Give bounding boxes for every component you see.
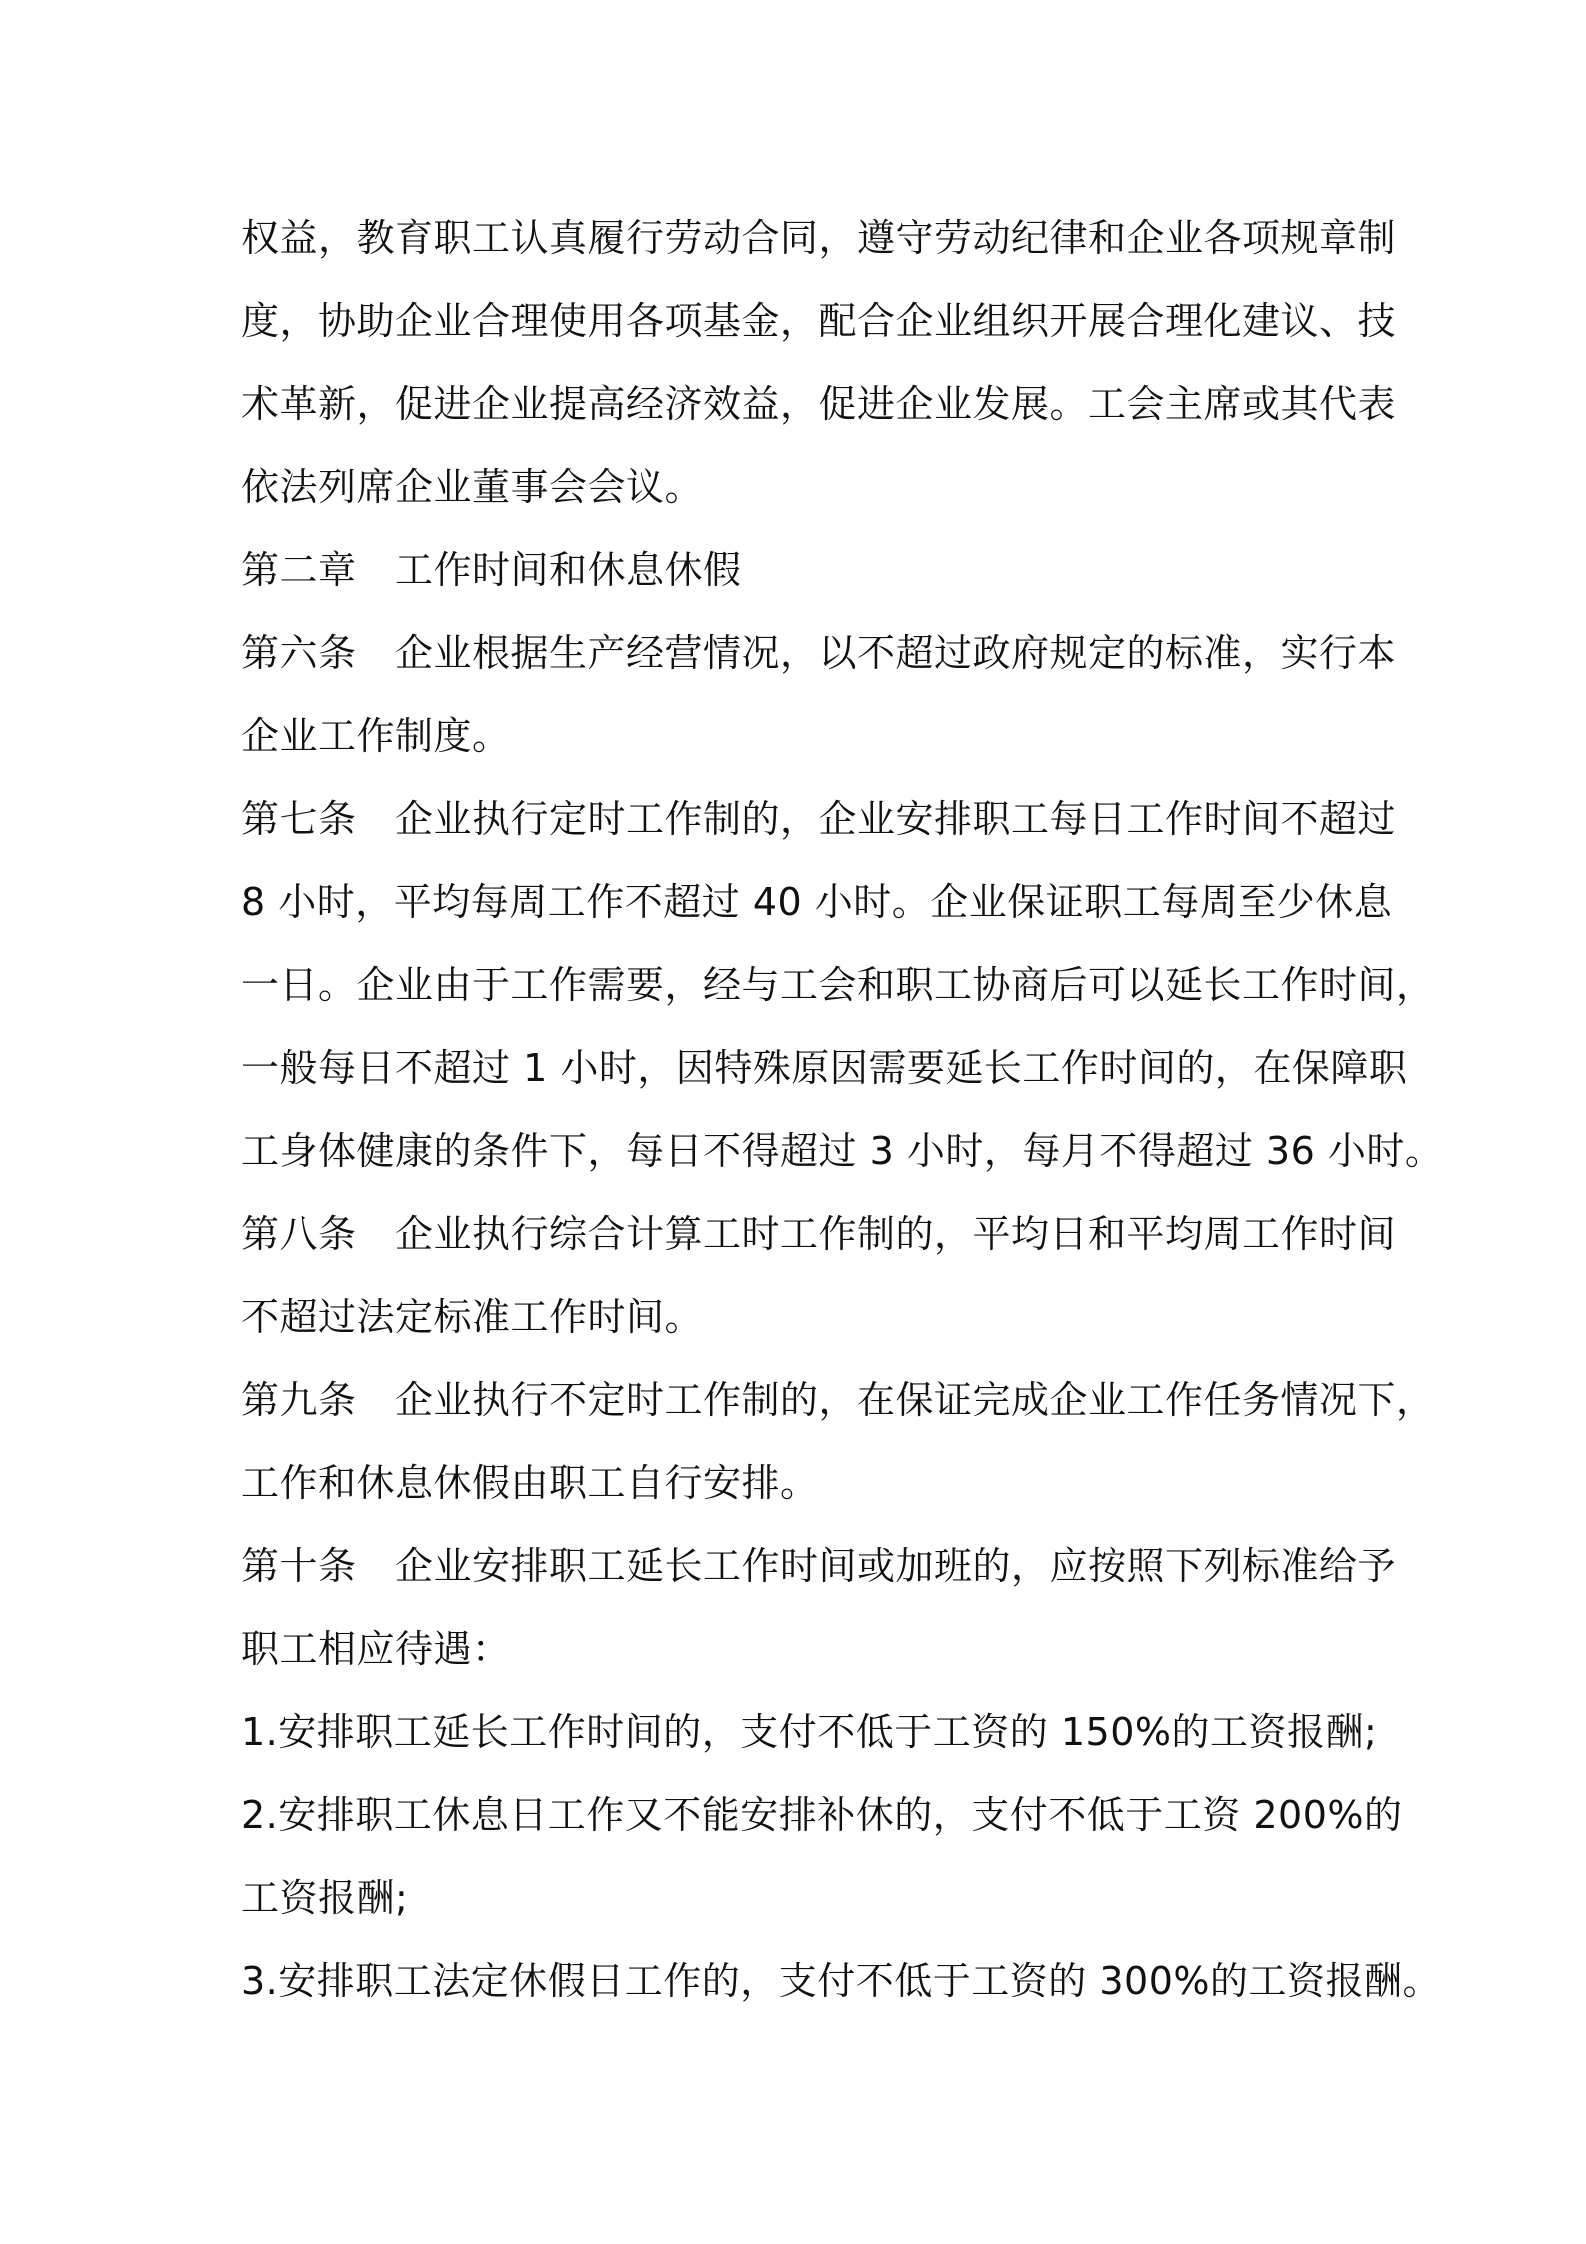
text-line: 一般每日不超过 1 小时，因特殊原因需要延长工作时间的，在保障职: [241, 1046, 1408, 1090]
text-line: 依法列席企业董事会会议。: [241, 465, 704, 509]
article-9-line: 第九条 企业执行不定时工作制的，在保证完成企业工作任务情况下，: [241, 1378, 1435, 1422]
text-line: 不超过法定标准工作时间。: [241, 1295, 704, 1339]
article-7-line: 第七条 企业执行定时工作制的，企业安排职工每日工作时间不超过: [241, 797, 1397, 841]
text-line: 职工相应待遇：: [241, 1627, 511, 1671]
text-line: 度，协助企业合理使用各项基金，配合企业组织开展合理化建议、技: [241, 299, 1397, 343]
list-item-1: 1.安排职工延长工作时间的，支付不低于工资的 150%的工资报酬;: [241, 1710, 1378, 1754]
text-line: 工资报酬;: [241, 1876, 409, 1920]
article-8-line: 第八条 企业执行综合计算工时工作制的，平均日和平均周工作时间: [241, 1212, 1397, 1256]
chapter-heading: 第二章 工作时间和休息休假: [241, 548, 742, 592]
article-6-line: 第六条 企业根据生产经营情况，以不超过政府规定的标准，实行本: [241, 631, 1397, 675]
document-body: [241, 197, 1444, 2023]
text-line: 一日。企业由于工作需要，经与工会和职工协商后可以延长工作时间，: [241, 963, 1435, 1007]
list-item-3: 3.安排职工法定休假日工作的，支付不低于工资的 300%的工资报酬。: [241, 1959, 1441, 2003]
text-line: 工身体健康的条件下，每日不得超过 3 小时，每月不得超过 36 小时。: [241, 1129, 1444, 1173]
article-10-line: 第十条 企业安排职工延长工作时间或加班的，应按照下列标准给予: [241, 1544, 1397, 1588]
text-line: 权益，教育职工认真履行劳动合同，遵守劳动纪律和企业各项规章制: [241, 216, 1397, 260]
list-item-2: 2.安排职工休息日工作又不能安排补休的，支付不低于工资 200%的: [241, 1793, 1403, 1837]
text-line: 8 小时，平均每周工作不超过 40 小时。企业保证职工每周至少休息: [241, 880, 1393, 924]
text-line: 工作和休息休假由职工自行安排。: [241, 1461, 819, 1505]
text-line: 术革新，促进企业提高经济效益，促进企业发展。工会主席或其代表: [241, 382, 1397, 426]
text-line: 企业工作制度。: [241, 714, 511, 758]
